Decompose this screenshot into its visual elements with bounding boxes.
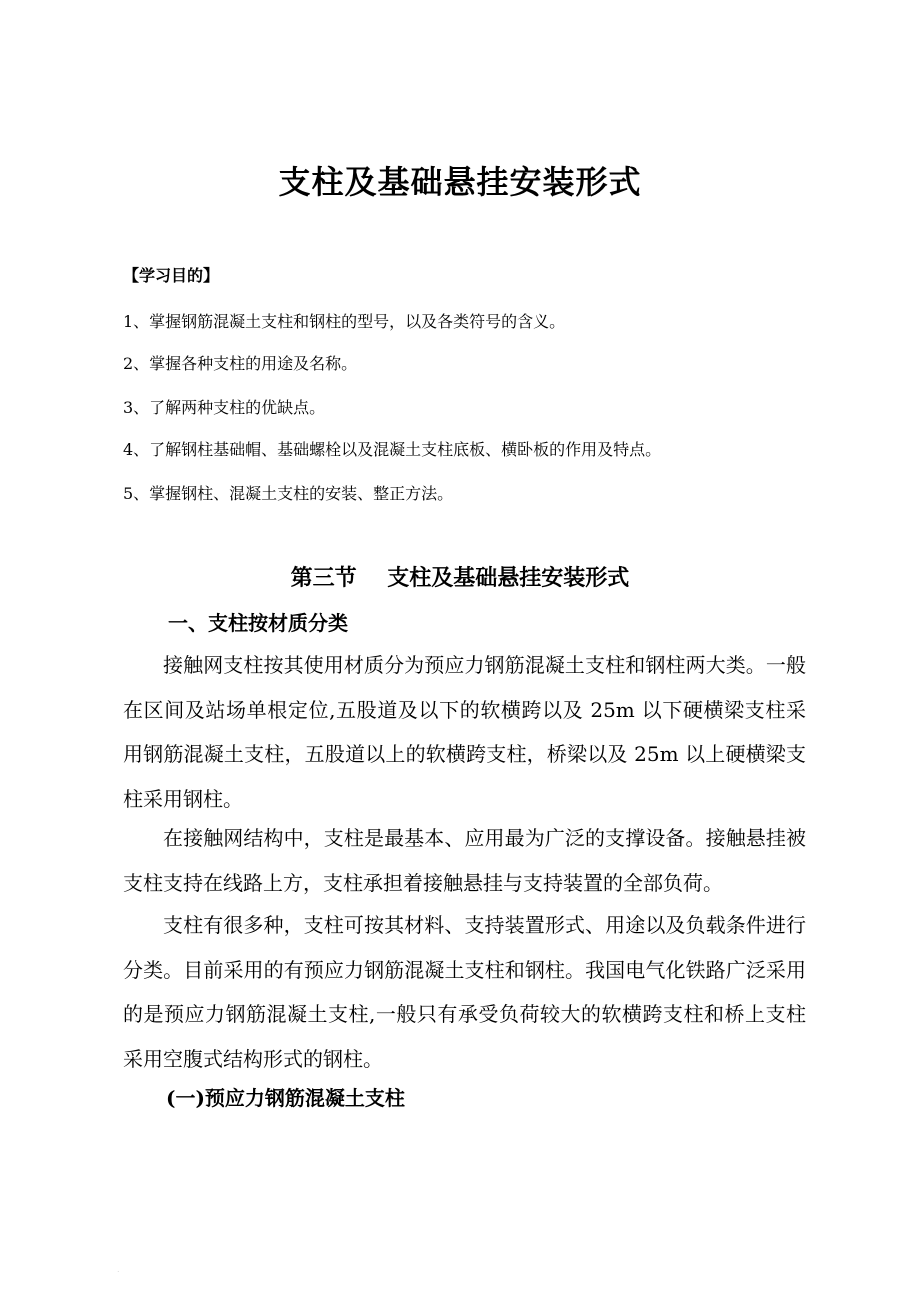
body-paragraph-3: 支柱有很多种，支柱可按其材料、支持装置形式、用途以及负载条件进行分类。目前采用的有预应力钢筋混凝土支柱和钢柱。我国电气化铁路广泛采用的是预应力钢筋混凝土支柱,一般只有承受负荷较大的软横跨支柱和桥上支柱采用空腹式结构形式的钢柱。: [123, 913, 806, 1071]
document-title: 支柱及基础悬挂安装形式: [278, 163, 642, 201]
page-footer-mark: .: [117, 1265, 120, 1274]
section-heading: 第三节 支柱及基础悬挂安装形式: [290, 565, 630, 591]
body-paragraph-1: 接触网支柱按其使用材质分为预应力钢筋混凝土支柱和钢柱两大类。一般在区间及站场单根定位,五股道及以下的软横跨以及 25m 以下硬横梁支柱采用钢筋混凝土支柱，五股道以上的软横跨支柱，桥梁以及 25m 以上硬横梁支柱采用钢柱。: [123, 653, 806, 811]
objective-item-3: 3、了解两种支柱的优缺点。: [123, 398, 326, 417]
objective-item-5: 5、掌握钢柱、混凝土支柱的安装、整正方法。: [123, 484, 454, 503]
objective-item-4: 4、了解钢柱基础帽、基础螺栓以及混凝土支柱底板、横卧板的作用及特点。: [123, 440, 662, 459]
objective-item-1: 1、掌握钢筋混凝土支柱和钢柱的型号，以及各类符号的含义。: [123, 312, 566, 331]
objective-item-2: 2、掌握各种支柱的用途及名称。: [123, 354, 358, 373]
objectives-heading: 【学习目的】: [123, 266, 220, 285]
body-paragraph-2: 在接触网结构中，支柱是最基本、应用最为广泛的支撑设备。接触悬挂被支柱支持在线路上方，支柱承担着接触悬挂与支持装置的全部负荷。: [123, 826, 806, 895]
subsubsection-heading: (一)预应力钢筋混凝土支柱: [166, 1086, 405, 1110]
subsection-heading: 一、支柱按材质分类: [168, 611, 348, 635]
